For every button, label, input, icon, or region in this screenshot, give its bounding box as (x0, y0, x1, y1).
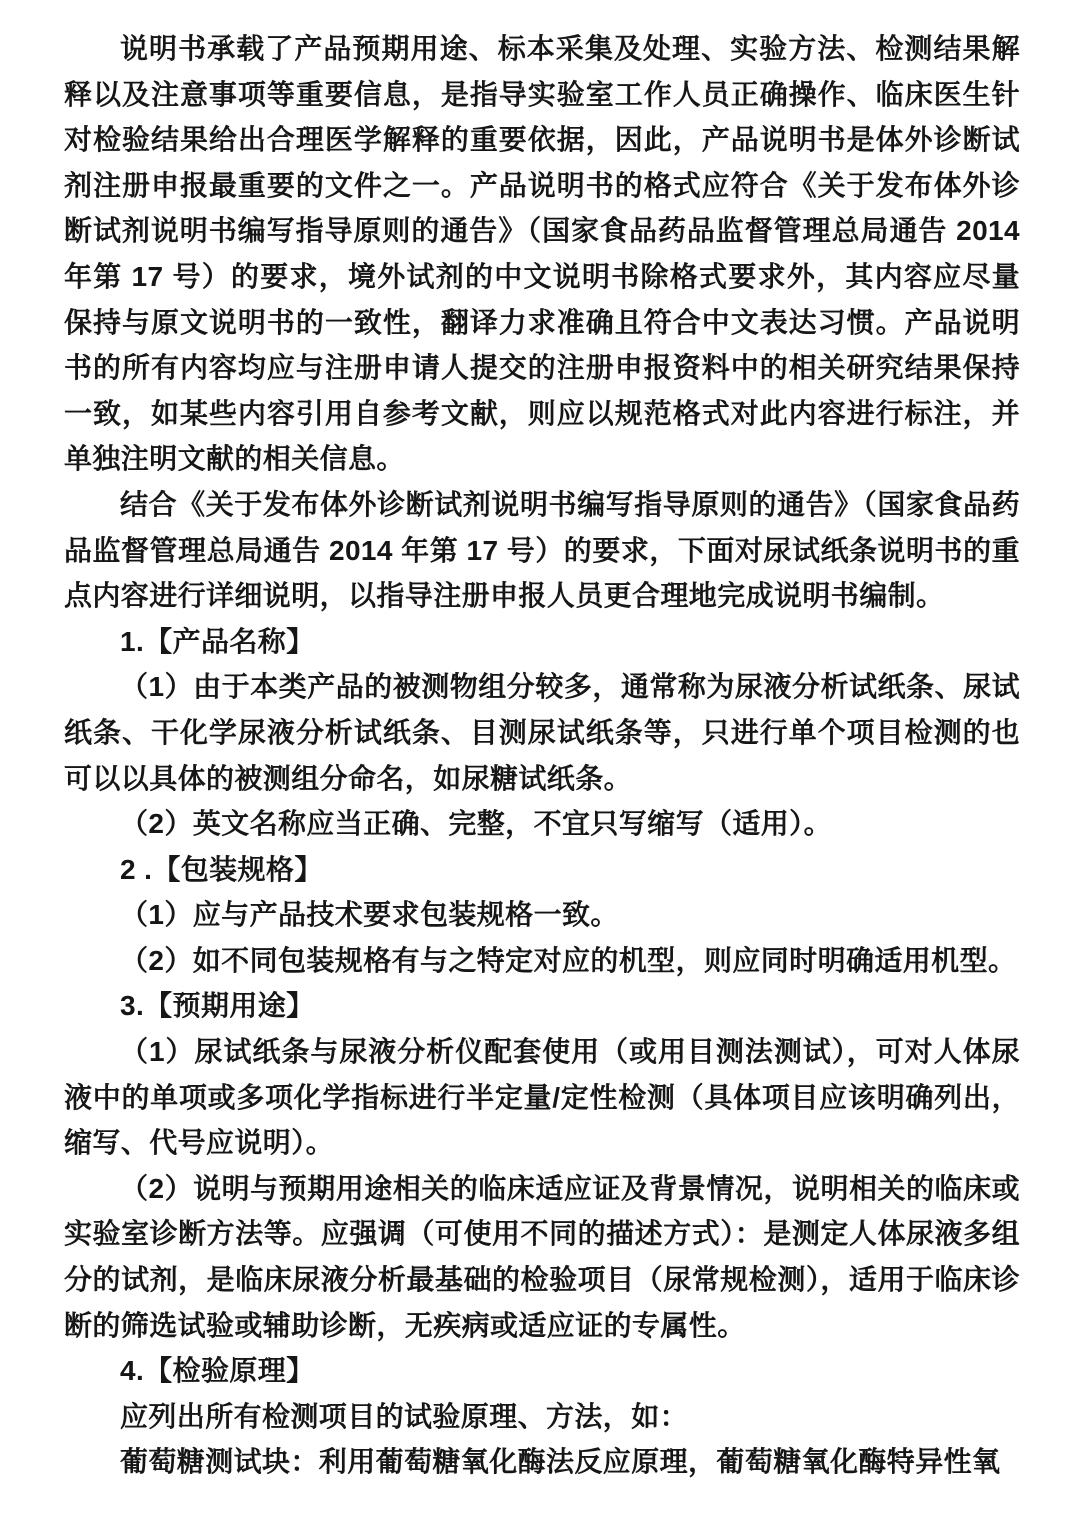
heading-intended-use: 3.【预期用途】 (120, 990, 315, 1022)
paragraph-manual-overview: 说明书承载了产品预期用途、标本采集及处理、实验方法、检测结果解释以及注意事项等重要信息，是指导实验室工作人员正确操作、临床医生针对检验结果给出合理医学解释的重要依据，因此，产品说明书是体外诊断试剂注册申报最重要的文件之一。产品说明书的格式应符合《关于发布体外诊断试剂说明书编写指导原则的通告》（国家食品药品监督管理总局通告 2014 年第 17 号）的要求，境外试剂的中文说明书除格式要求外，其内容应尽量保持与原文说明书的一致性，翻译力求准确且符合中文表达习惯。产品说明书的所有内容均应与注册申请人提交的注册申报资料中的相关研究结果保持一致，如某些内容引用自参考文献，则应以规范格式对此内容进行标注，并单独注明文献的相关信息。 (64, 33, 1020, 475)
paragraph-package-spec-item-1: （1）应与产品技术要求包装规格一致。 (120, 899, 619, 931)
paragraph-test-principle-intro: 应列出所有检测项目的试验原理、方法，如： (120, 1400, 689, 1432)
paragraph-intended-use-item-1: （1）尿试纸条与尿液分析仪配套使用（或用目测法测试），可对人体尿液中的单项或多项化学指标进行半定量/定性检测（具体项目应该明确列出，缩写、代号应说明）。 (64, 1036, 1020, 1159)
paragraph-package-spec-item-2: （2）如不同包装规格有与之特定对应的机型，则应同时明确适用机型。 (120, 944, 1017, 976)
heading-test-principle: 4.【检验原理】 (120, 1355, 315, 1387)
paragraph-glucose-test-block: 葡萄糖测试块：利用葡萄糖氧化酶法反应原理，葡萄糖氧化酶特异性氧 (120, 1446, 1001, 1478)
paragraph-guidance-intro: 结合《关于发布体外诊断试剂说明书编写指导原则的通告》（国家食品药品监督管理总局通告 2014 年第 17 号）的要求，下面对尿试纸条说明书的重点内容进行详细说明，以指导注册申报人员更合理地完成说明书编制。 (64, 488, 1020, 612)
paragraph-product-name-item-2: （2）英文名称应当正确、完整，不宜只写缩写（适用）。 (120, 808, 832, 840)
heading-product-name: 1.【产品名称】 (120, 625, 315, 657)
paragraph-intended-use-item-2: （2）说明与预期用途相关的临床适应证及背景情况，说明相关的临床或实验室诊断方法等。应强调（可使用不同的描述方式）：是测定人体尿液多组分的试剂，是临床尿液分析最基础的检验项目（尿常规检测），适用于临床诊断的筛选试验或辅助诊断，无疾病或适应证的专属性。 (64, 1172, 1020, 1341)
heading-package-spec: 2 .【包装规格】 (120, 853, 323, 885)
paragraph-product-name-item-1: （1）由于本类产品的被测物组分较多，通常称为尿液分析试纸条、尿试纸条、干化学尿液分析试纸条、目测尿试纸条等，只进行单个项目检测的也可以以具体的被测组分命名，如尿糖试纸条。 (64, 671, 1020, 794)
